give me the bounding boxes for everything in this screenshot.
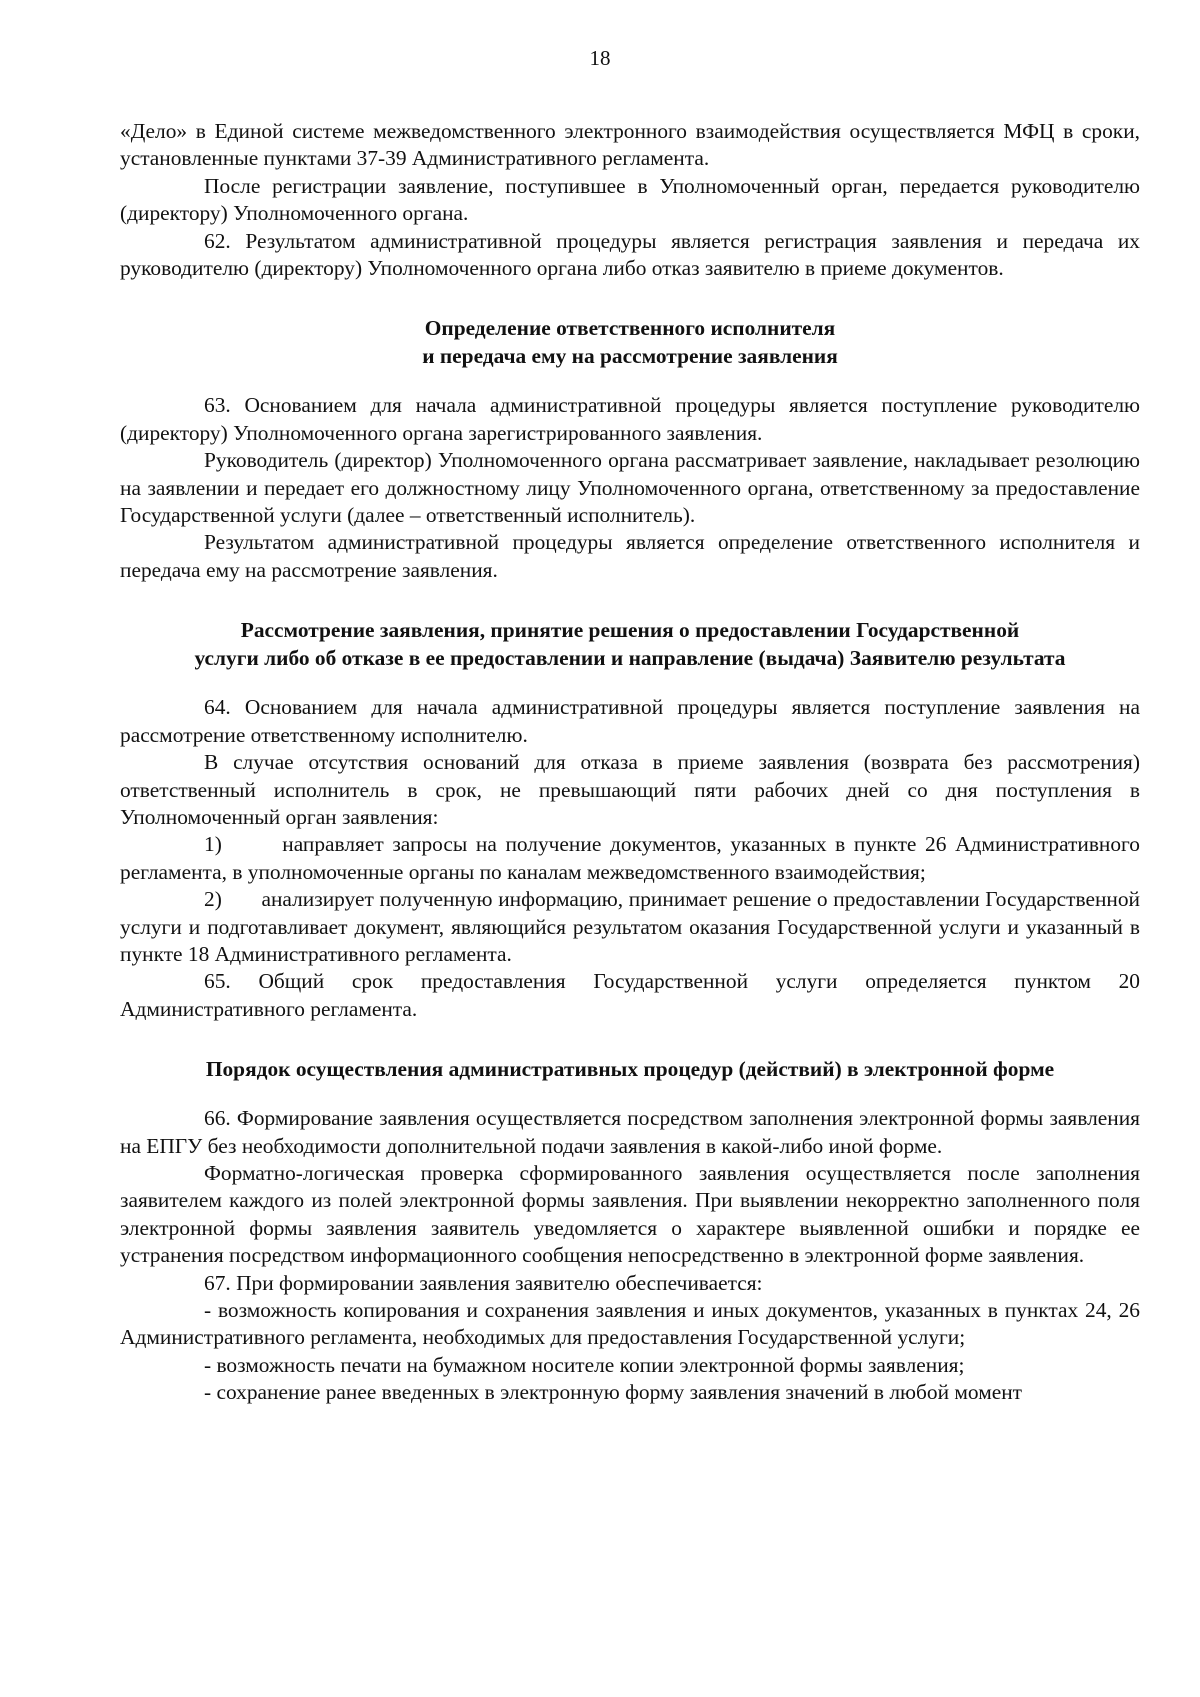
section-heading-executor-line1: Определение ответственного исполнителя: [424, 316, 836, 341]
paragraph-format-check: Форматно-логическая проверка сформированного заявления осуществляется после заполнения заявителем каждого из полей электронной формы заявления. При выявлении некорректно заполненного поля электронной формы заявления заявитель уведомляется о характере выявленной ошибки и порядке ее устранения посредством информационного сообщения непосредственно в электронной форме заявления.: [120, 1160, 1140, 1268]
section-heading-review-line2: услуги либо об отказе в ее предоставлении и направление (выдача) Заявителю результата: [194, 646, 1066, 671]
paragraph-66: 66. Формирование заявления осуществляется посредством заполнения электронной формы заявления на ЕПГУ без необходимости дополнительной подачи заявления в какой-либо иной форме.: [120, 1106, 1140, 1158]
bullet-copy-save: - возможность копирования и сохранения заявления и иных документов, указанных в пунктах 24, 26 Административного регламента, необходимых для предоставления Государственной услуги;: [120, 1298, 1140, 1350]
paragraph-65: 65. Общий срок предоставления Государственной услуги определяется пунктом 20 Административного регламента.: [120, 969, 1140, 1021]
paragraph-no-refusal-grounds: В случае отсутствия оснований для отказа в приеме заявления (возврата без рассмотрения) ответственный исполнитель в срок, не превышающий пяти рабочих дней со дня поступления в Уполномоченный орган заявления:: [120, 750, 1140, 829]
list-item-2: 2) анализирует полученную информацию, принимает решение о предоставлении Государственной услуги и подготавливает документ, являющийся результатом оказания Государственной услуги и указанный в пункте 18 Административного регламента.: [120, 887, 1140, 966]
document-body: [120, 118, 1140, 1407]
section-heading-electronic: Порядок осуществления административных процедур (действий) в электронной форме: [205, 1057, 1055, 1082]
paragraph-62: 62. Результатом административной процедуры является регистрация заявления и передача их руководителю (директору) Уполномоченного органа либо отказ заявителю в приеме документов.: [120, 228, 1140, 281]
paragraph-delo-registration: «Дело» в Единой системе межведомственного электронного взаимодействия осуществляется МФЦ в сроки, установленные пунктами 37-39 Административного регламента.: [120, 119, 1140, 171]
section-heading-executor-line2: и передача ему на рассмотрение заявления: [422, 344, 838, 369]
paragraph-63: 63. Основанием для начала административной процедуры является поступление руководителю (директору) Уполномоченного органа зарегистрированного заявления.: [120, 393, 1140, 445]
paragraph-64: 64. Основанием для начала административной процедуры является поступление заявления на рассмотрение ответственному исполнителю.: [120, 695, 1140, 747]
list-item-1: 1) направляет запросы на получение документов, указанных в пункте 26 Административного регламента, в уполномоченные органы по каналам межведомственного взаимодействия;: [120, 832, 1140, 884]
section-heading-review-line1: Рассмотрение заявления, принятие решения о предоставлении Государственной: [240, 618, 1020, 643]
page-number: 18: [589, 46, 611, 70]
paragraph-after-registration: После регистрации заявление, поступившее в Уполномоченный орган, передается руководителю (директору) Уполномоченного органа.: [120, 173, 1140, 226]
paragraph-67: 67. При формировании заявления заявителю обеспечивается:: [204, 1270, 763, 1295]
bullet-save-values: - сохранение ранее введенных в электронную форму заявления значений в любой момент: [204, 1380, 1023, 1405]
paragraph-director-resolution: Руководитель (директор) Уполномоченного органа рассматривает заявление, накладывает резолюцию на заявлении и передает его должностному лицу Уполномоченного органа, ответственному за предоставление Государственной услуги (далее – ответственный исполнитель).: [120, 448, 1140, 528]
bullet-print: - возможность печати на бумажном носителе копии электронной формы заявления;: [204, 1352, 965, 1377]
paragraph-result-executor: Результатом административной процедуры является определение ответственного исполнителя и передача ему на рассмотрение заявления.: [120, 530, 1140, 582]
